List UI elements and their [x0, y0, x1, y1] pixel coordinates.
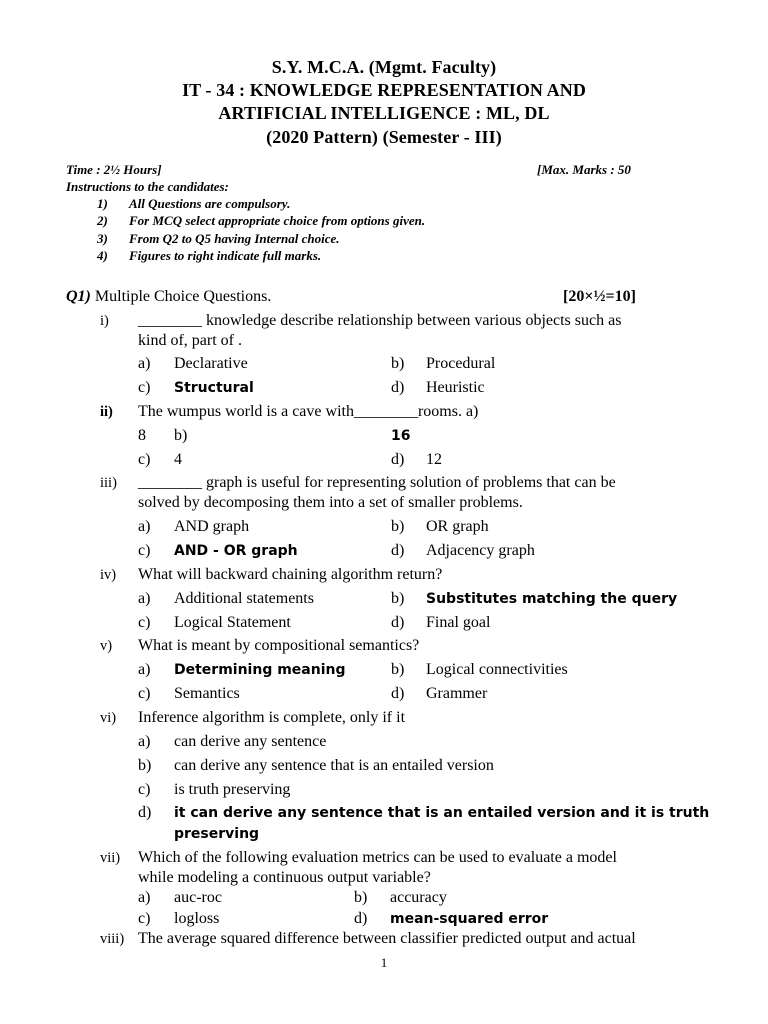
option-text: can derive any sentence that is an entailed version — [174, 757, 494, 774]
option-text: Logical Statement — [174, 614, 291, 631]
question-number: vii) — [100, 850, 121, 866]
option-text: Heuristic — [426, 379, 485, 396]
instruction-number: 1) — [97, 196, 108, 211]
question-number: i) — [100, 313, 109, 329]
instruction-text: For MCQ select appropriate choice from options given. — [129, 213, 426, 228]
option-label: c) — [138, 614, 151, 631]
option-text: Semantics — [174, 685, 240, 702]
question-number: vi) — [100, 710, 117, 726]
option-label: d) — [391, 379, 405, 396]
option-text: Procedural — [426, 355, 496, 372]
option-label: 8 — [138, 427, 146, 444]
instructions-title: Instructions to the candidates: — [66, 179, 229, 194]
question-number: v) — [100, 638, 113, 654]
option-label: d) — [391, 542, 405, 559]
question-text: ________ graph is useful for representing solution of problems that can be — [138, 474, 616, 491]
option-text: AND graph — [174, 518, 250, 535]
option-label: d) — [391, 614, 405, 631]
option-text: auc-roc — [174, 889, 222, 906]
option-label: d) — [391, 685, 405, 702]
question-text: kind of, part of . — [138, 332, 242, 349]
option-label: a) — [138, 355, 151, 372]
option-text: Grammer — [426, 685, 488, 702]
option-label: c) — [138, 781, 151, 798]
question-number: ii) — [100, 404, 113, 420]
question-text: The average squared difference between classifier predicted output and actual — [138, 930, 636, 947]
option-text: is truth preserving — [174, 781, 291, 798]
option-label: c) — [138, 910, 151, 927]
option-text: Additional statements — [174, 590, 314, 607]
question-text: What will backward chaining algorithm return? — [138, 566, 443, 583]
instruction-number: 4) — [97, 248, 108, 263]
option-text: b) — [174, 427, 188, 444]
option-text: logloss — [174, 910, 220, 927]
option-label: d) — [354, 910, 368, 927]
instruction-number: 3) — [97, 231, 108, 246]
question-text: ________ knowledge describe relationship between various objects such as — [138, 312, 622, 329]
pattern-semester: (2020 Pattern) (Semester - III) — [266, 127, 502, 147]
option-label: a) — [138, 733, 151, 750]
instruction-text: From Q2 to Q5 having Internal choice. — [129, 231, 340, 246]
option-label: b) — [391, 355, 405, 372]
question-text: What is meant by compositional semantics? — [138, 637, 420, 654]
option-label: b) — [391, 518, 405, 535]
exam-time: Time : 2½ Hours] — [66, 162, 162, 177]
q1-label: Q1) — [66, 288, 91, 305]
option-text-answer: Substitutes matching the query — [426, 591, 678, 607]
question-text: solved by decomposing them into a set of smaller problems. — [138, 494, 523, 511]
option-label: c) — [138, 451, 151, 468]
page-number: 1 — [380, 955, 388, 970]
question-text: Inference algorithm is complete, only if it — [138, 709, 406, 726]
paper-title-line-1: IT - 34 : KNOWLEDGE REPRESENTATION AND — [182, 80, 586, 100]
option-label: a) — [138, 590, 151, 607]
option-text-answer: preserving — [174, 826, 260, 842]
paper-title-line-2: ARTIFICIAL INTELLIGENCE : ML, DL — [218, 103, 550, 123]
q1-title: Multiple Choice Questions. — [94, 288, 272, 305]
option-label: b) — [354, 889, 368, 906]
option-label: c) — [138, 379, 151, 396]
option-text-answer: Structural — [174, 380, 254, 396]
option-text: Final goal — [426, 614, 491, 631]
option-label: d) — [138, 804, 152, 821]
option-text-answer: AND - OR graph — [174, 543, 298, 559]
option-label: c) — [138, 542, 151, 559]
question-number: viii) — [100, 931, 125, 947]
option-text-answer: it can derive any sentence that is an entailed version and it is truth — [174, 805, 710, 821]
option-text: accuracy — [390, 889, 447, 906]
option-text: Declarative — [174, 355, 248, 372]
option-text: 12 — [426, 451, 442, 468]
q1-heading — [66, 288, 271, 306]
option-text: can derive any sentence — [174, 733, 327, 750]
instruction-number: 2) — [97, 213, 108, 228]
option-label: b) — [391, 590, 405, 607]
question-text: Which of the following evaluation metrics can be used to evaluate a model — [138, 849, 617, 866]
question-text: The wumpus world is a cave with________rooms. a) — [138, 403, 479, 420]
course-title: S.Y. M.C.A. (Mgmt. Faculty) — [271, 57, 497, 77]
instruction-text: All Questions are compulsory. — [129, 196, 291, 211]
question-text: while modeling a continuous output variable? — [138, 869, 431, 886]
option-text: 4 — [174, 451, 182, 468]
option-text: Logical connectivities — [426, 661, 568, 678]
option-label: d) — [391, 451, 405, 468]
option-text-answer: mean-squared error — [390, 911, 549, 927]
option-label: b) — [138, 757, 152, 774]
option-label: c) — [138, 685, 151, 702]
option-text-answer: Determining meaning — [174, 662, 346, 678]
max-marks: [Max. Marks : 50 — [537, 162, 631, 177]
option-label: a) — [138, 518, 151, 535]
question-number: iv) — [100, 567, 117, 583]
instruction-text: Figures to right indicate full marks. — [129, 248, 322, 263]
option-label: b) — [391, 661, 405, 678]
option-text: Adjacency graph — [426, 542, 535, 559]
option-text: OR graph — [426, 518, 489, 535]
question-number: iii) — [100, 475, 117, 491]
option-label: a) — [138, 889, 151, 906]
q1-marks: [20×½=10] — [563, 288, 636, 305]
option-text-answer: 16 — [391, 428, 411, 444]
option-label: a) — [138, 661, 151, 678]
